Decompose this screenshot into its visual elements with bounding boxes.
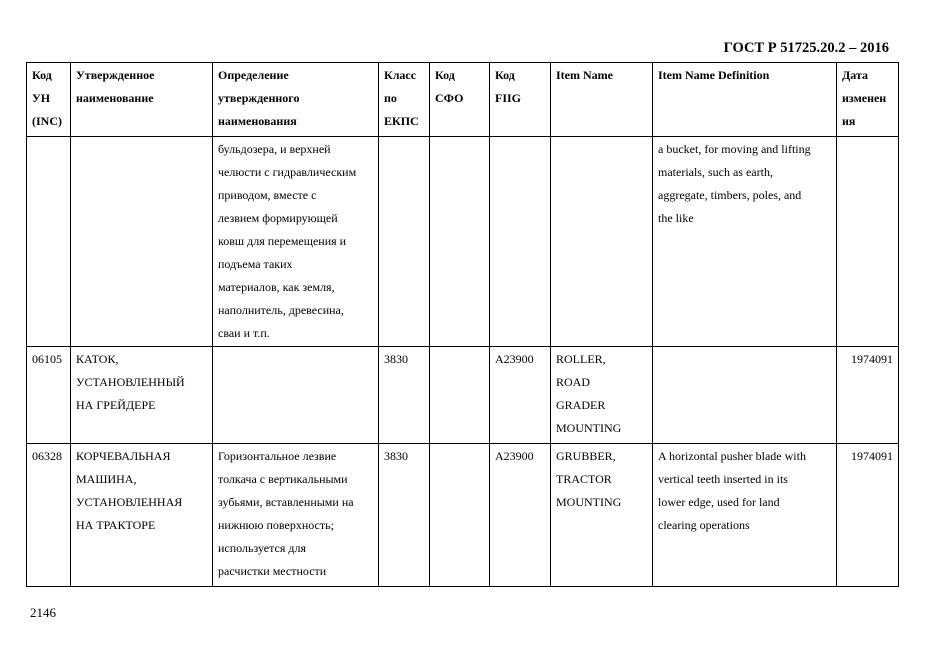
col-header-item-name: Item Name (551, 63, 653, 137)
table-header-row (27, 63, 899, 137)
cell-approved-name: КАТОК, УСТАНОВЛЕННЫЙ НА ГРЕЙДЕРЕ (71, 347, 213, 444)
cell-item-name-definition: a bucket, for moving and lifting materials, such as earth, aggregate, timbers, poles, and the like (653, 137, 837, 347)
cell-change-date: 1974091 (837, 444, 899, 587)
cell-change-date (837, 137, 899, 347)
cell-approved-name (71, 137, 213, 347)
col-header-approved-name: Утвержденное наименование (71, 63, 213, 137)
cell-item-name (551, 137, 653, 347)
col-header-name-definition: Определение утвержденного наименования (213, 63, 379, 137)
cell-change-date: 1974091 (837, 347, 899, 444)
col-header-ekps-class: Класс по ЕКПС (379, 63, 430, 137)
document-standard-header: ГОСТ Р 51725.20.2 – 2016 (723, 40, 889, 56)
cell-sfo-code (430, 347, 490, 444)
cell-ekps-class: 3830 (379, 347, 430, 444)
cell-fiig-code: A23900 (490, 444, 551, 587)
col-header-change-date: Дата изменен ия (837, 63, 899, 137)
cell-approved-name: КОРЧЕВАЛЬНАЯ МАШИНА, УСТАНОВЛЕННАЯ НА ТРАКТОРЕ (71, 444, 213, 587)
cell-sfo-code (430, 137, 490, 347)
table-row (27, 444, 899, 587)
cell-inc-code: 06328 (27, 444, 71, 587)
cell-fiig-code (490, 137, 551, 347)
col-header-sfo-code: Код СФО (430, 63, 490, 137)
cell-name-definition: бульдозера, и верхней челюсти с гидравлическим приводом, вместе с лезвием формирующей ковш для перемещения и подъема таких материалов, как земля, наполнитель, древесина, сваи и т.п. (213, 137, 379, 347)
col-header-fiig-code: Код FIIG (490, 63, 551, 137)
cell-inc-code (27, 137, 71, 347)
table-row (27, 137, 899, 347)
cell-item-name-definition (653, 347, 837, 444)
cell-name-definition (213, 347, 379, 444)
cell-sfo-code (430, 444, 490, 587)
cell-ekps-class: 3830 (379, 444, 430, 587)
col-header-inc-code: Код УН (INC) (27, 63, 71, 137)
page-number: 2146 (30, 605, 56, 620)
col-header-item-name-definition: Item Name Definition (653, 63, 837, 137)
cell-ekps-class (379, 137, 430, 347)
cell-name-definition: Горизонтальное лезвие толкача с вертикальными зубьями, вставленными на нижнюю поверхность; используется для расчистки местности (213, 444, 379, 587)
cell-item-name-definition: A horizontal pusher blade with vertical teeth inserted in its lower edge, used for land clearing operations (653, 444, 837, 587)
cell-fiig-code: A23900 (490, 347, 551, 444)
cell-item-name: GRUBBER, TRACTOR MOUNTING (551, 444, 653, 587)
cell-item-name: ROLLER, ROAD GRADER MOUNTING (551, 347, 653, 444)
table-row (27, 347, 899, 444)
catalog-table (26, 62, 899, 587)
cell-inc-code: 06105 (27, 347, 71, 444)
